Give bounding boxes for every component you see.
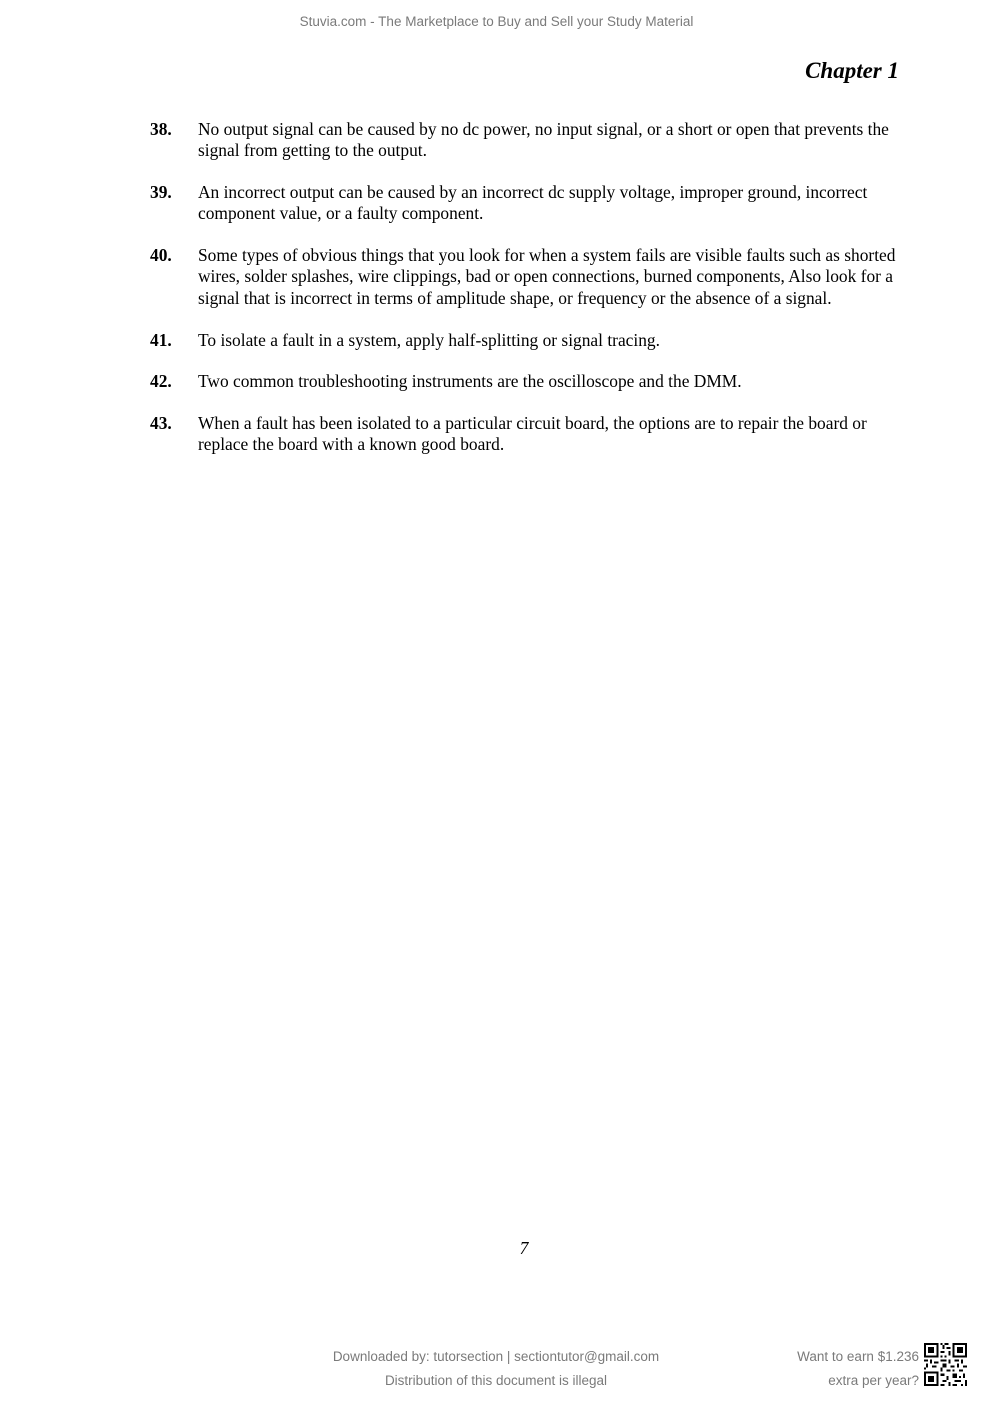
earn-promo-link[interactable] (797, 1345, 919, 1393)
answer-item (150, 371, 902, 392)
answer-item (150, 413, 902, 456)
answer-item (150, 245, 902, 309)
answer-text: An incorrect output can be caused by an incorrect dc supply voltage, improper ground, incorrect component value, or a faulty component. (198, 182, 868, 224)
answer-number: 43. (150, 413, 172, 434)
earn-promo-line2: extra per year? (828, 1373, 919, 1388)
answer-number: 38. (150, 119, 172, 139)
distribution-notice: Distribution of this document is illegal (384, 1373, 608, 1388)
qr-code-icon[interactable] (924, 1343, 967, 1386)
answer-text: No output signal can be caused by no dc power, no input signal, or a short or open that prevents the signal from getting to the output. (198, 119, 889, 161)
answer-text: Some types of obvious things that you look for when a system fails are visible faults such as shorted wires, solder splashes, wire clippings, bad or open connections, burned components, Also look for a signal that is incorrect in terms of amplitude shape, or frequency or the absence of a signal. (198, 245, 896, 308)
answer-item (150, 330, 902, 351)
answer-number: 41. (150, 329, 172, 350)
answer-list (150, 119, 902, 476)
answer-text: Two common troubleshooting instruments are the oscilloscope and the DMM. (198, 371, 742, 392)
answer-number: 39. (150, 182, 172, 203)
answer-item (150, 119, 902, 162)
downloaded-by-text: Downloaded by: tutorsection | sectiontutor@gmail.com (332, 1349, 660, 1364)
answer-number: 40. (150, 245, 172, 266)
chapter-heading: Chapter 1 (805, 58, 899, 83)
site-banner: Stuvia.com - The Marketplace to Buy and Sell your Study Material (299, 14, 694, 29)
page-number: 7 (519, 1238, 529, 1258)
answer-text: When a fault has been isolated to a particular circuit board, the options are to repair the board or replace the board with a known good board. (198, 413, 867, 455)
earn-promo-line1: Want to earn $1.236 (797, 1349, 919, 1364)
answer-text: To isolate a fault in a system, apply half-splitting or signal tracing. (198, 329, 660, 350)
footer-download-info (296, 1345, 696, 1393)
answer-number: 42. (150, 371, 172, 392)
answer-item (150, 182, 902, 225)
